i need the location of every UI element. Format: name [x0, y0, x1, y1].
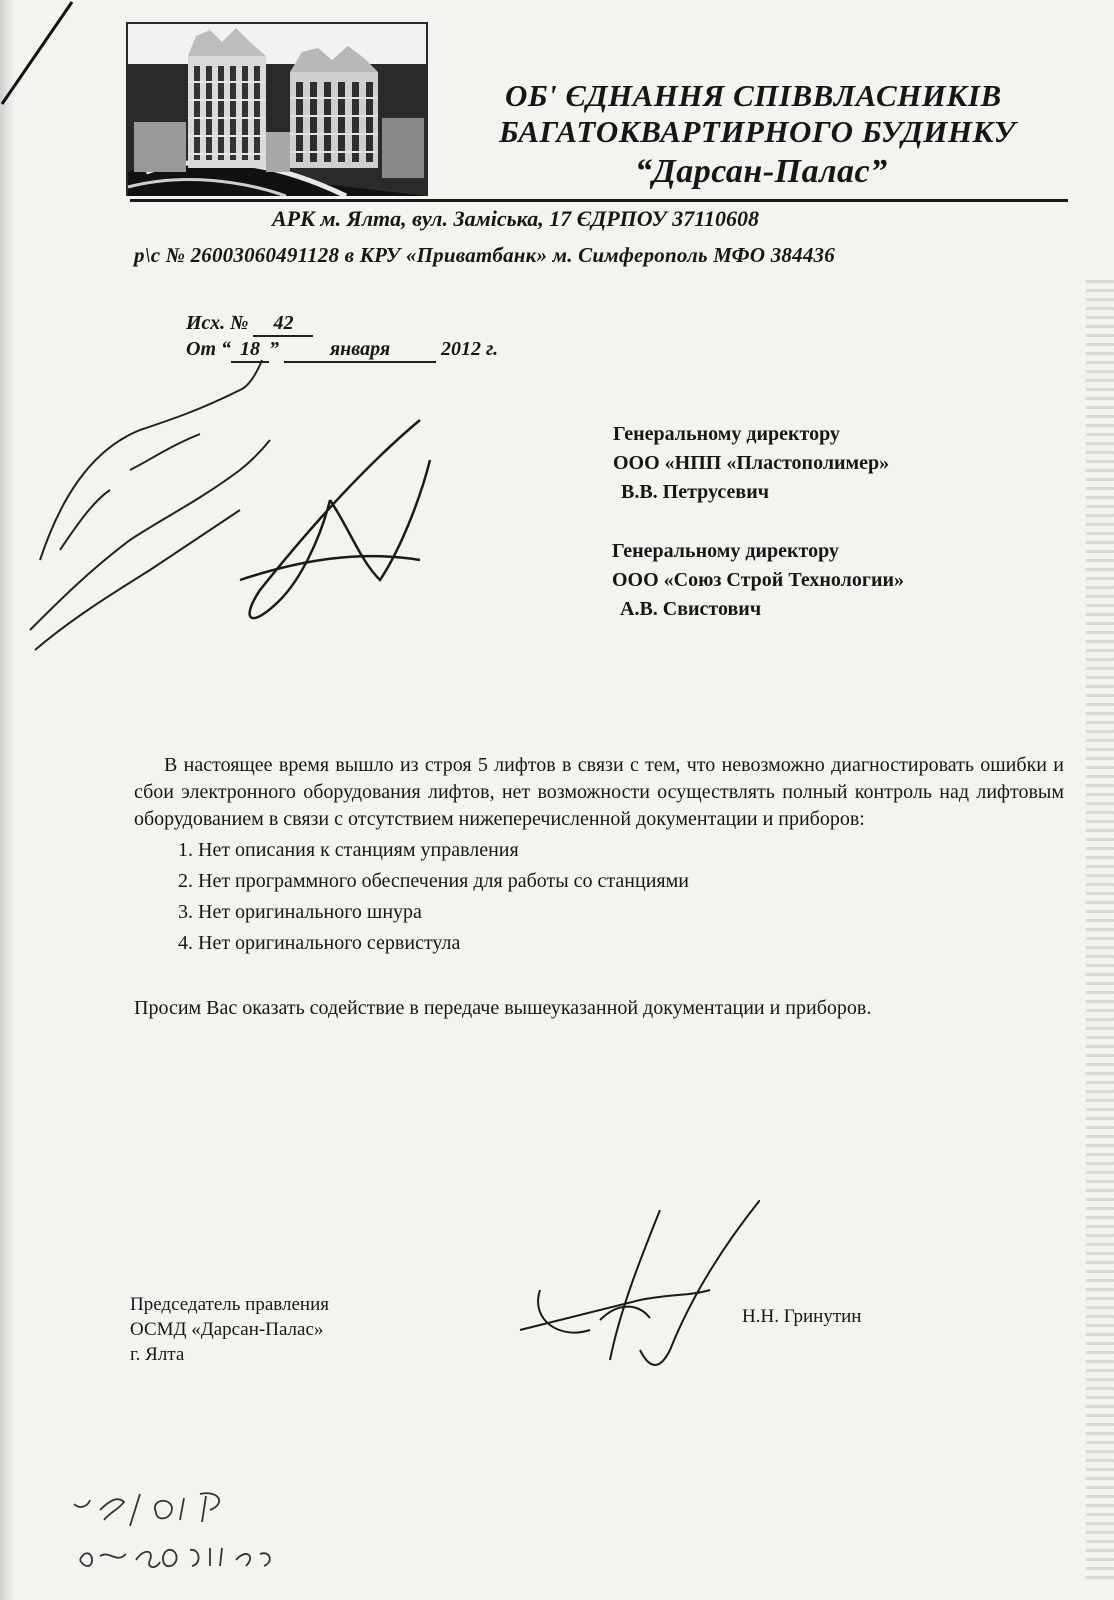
recipient-name: А.В. Свистович	[620, 598, 762, 620]
position-line-3: г. Ялта	[130, 1344, 185, 1365]
position-line-2: ОСМД «Дарсан-Палас»	[130, 1319, 324, 1340]
date-label: От	[186, 338, 216, 360]
scan-corner-line	[0, 0, 80, 110]
date-year: 2012	[441, 338, 481, 360]
list-item: 3. Нет оригинального шнура	[198, 897, 1064, 928]
handwritten-registration	[60, 1490, 320, 1580]
organization-title	[499, 78, 1065, 190]
body-paragraph-2: Просим Вас оказать содействие в передаче вышеуказанной документации и приборов.	[134, 997, 872, 1019]
date-year-suffix: г.	[486, 338, 499, 360]
chairman-signature	[500, 1200, 760, 1380]
body-paragraph-1: В настоящее время вышло из строя 5 лифтов в связи с тем, что невозможно диагностировать ошибки и сбои электронного оборудования лифтов, нет возможности осуществлять полный контроль над лифтовым оборудованием в связи с отсутствием нижеперечисленной документации и приборов:	[134, 754, 1064, 830]
org-name: “Дарсан-Палас”	[635, 153, 888, 190]
address-line: АРК м. Ялта, вул. Заміська, 17 ЄДРПОУ 37110608	[272, 206, 759, 231]
signatory-position	[130, 1292, 329, 1367]
recipient-company: ООО «НПП «Пластополимер»	[613, 452, 890, 474]
bank-details-line: р\с № 26003060491128 в КРУ «Приватбанк» м. Симферополь МФО 384436	[134, 243, 835, 267]
number-label: Исх. №	[186, 312, 249, 334]
position-line-1: Председатель правления	[130, 1294, 329, 1315]
recipient-name: В.В. Петрусевич	[621, 481, 770, 503]
org-line-2: БАГАТОКВАРТИРНОГО БУДИНКУ	[499, 114, 1016, 149]
recipient-2	[612, 537, 904, 624]
outgoing-number	[186, 312, 313, 337]
recipient-title: Генеральному директору	[612, 540, 839, 562]
scan-edge-right	[1086, 280, 1114, 1580]
letter-body	[134, 752, 1064, 1022]
org-line-1: ОБ' ЄДНАННЯ СПІВВЛАСНИКІВ	[505, 78, 1002, 113]
list-item: 2. Нет программного обеспечения для работы со станциями	[198, 866, 1064, 897]
recipient-title: Генеральному директору	[613, 423, 840, 445]
missing-items-list	[134, 835, 1064, 959]
number-value: 42	[253, 312, 313, 337]
building-logo	[126, 22, 428, 196]
letter-date: От “ 18 ” января 2012 г.	[186, 338, 498, 363]
letterhead-divider	[130, 199, 1068, 202]
recipient-company: ООО «Союз Строй Технологии»	[612, 569, 904, 591]
date-month: января	[284, 338, 436, 363]
recipient-1	[613, 420, 889, 507]
handwritten-resolution	[0, 350, 470, 670]
date-day: 18	[231, 338, 269, 363]
list-item: 4. Нет оригинального сервистула	[198, 928, 1064, 959]
signatory-name: Н.Н. Гринутин	[742, 1306, 862, 1327]
scan-edge-left	[0, 0, 14, 1600]
list-item: 1. Нет описания к станциям управления	[198, 835, 1064, 866]
